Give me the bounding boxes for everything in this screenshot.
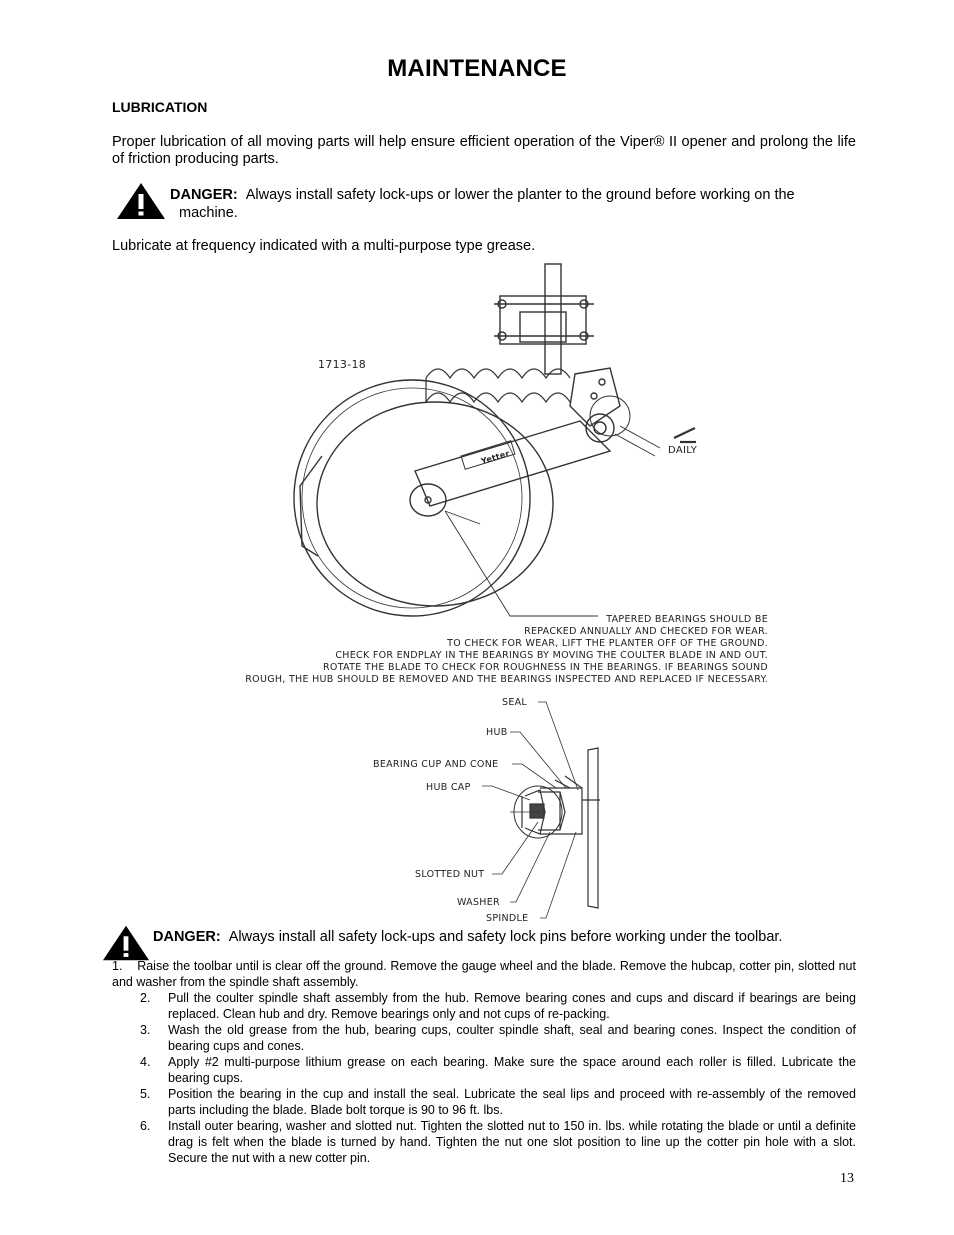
hub-cross-section-diagram: [360, 692, 620, 926]
svg-text:ROTATE THE BLADE TO CHECK FOR: ROTATE THE BLADE TO CHECK FOR ROUGHNESS IN THE BEARINGS. IF BEARINGS SOUND: [323, 662, 768, 673]
svg-text:REPACKED ANNUALLY AND CHECKED: REPACKED ANNUALLY AND CHECKED FOR WEAR.: [524, 626, 768, 637]
list-item: 4. Apply #2 multi-purpose lithium grease on each bearing. Make sure the space around each roller is filled. Lubricate the bearing cups.: [140, 1055, 856, 1085]
spindle-label: SPINDLE: [486, 913, 529, 924]
slotted-nut-shape: [530, 804, 544, 818]
list-item: 1. Raise the toolbar until is clear off the ground. Remove the gauge wheel and the blade. Remove the hubcap, cotter pin, slotted nut and washer from the spindle shaft assembly.: [112, 959, 856, 989]
mounting-bracket: [500, 296, 586, 344]
list-item: 6. Install outer bearing, washer and slotted nut. Tighten the slotted nut to 150 in. lbs. while rotating the blade or until a definite drag is felt when the blade is turned by hand. Tighten the nut one slot position to line up the cotter pin hole with a slot. Secure the nut with a new cotter pin.: [140, 1119, 856, 1165]
bearing-label: BEARING CUP AND CONE: [373, 759, 499, 770]
danger-label: DANGER:: [170, 187, 238, 203]
svg-text:CHECK FOR ENDPLAY IN THE BEARI: CHECK FOR ENDPLAY IN THE BEARINGS BY MOVING THE COULTER BLADE IN AND OUT.: [335, 650, 768, 661]
intro-paragraph: Proper lubrication of all moving parts will help ensure efficient operation of the Viper® II opener and prolong the life of friction producing parts.: [112, 134, 856, 167]
section-heading: LUBRICATION: [112, 99, 208, 115]
danger-notice-2: [153, 928, 782, 946]
slotted-nut-label: SLOTTED NUT: [415, 869, 485, 880]
procedure-steps: [112, 958, 856, 1166]
warning-triangle-icon: [116, 182, 166, 220]
list-item: 2. Pull the coulter spindle shaft assembly from the hub. Remove bearing cones and cups and discard if bearings are being replaced. Clean hub and dry. Remove bearings only and not cups of re-packing.: [140, 991, 856, 1021]
list-item: 3. Wash the old grease from the hub, bearing cups, coulter spindle shaft, seal and bearing cones. Inspect the condition of bearing cups and cones.: [140, 1023, 856, 1053]
seal-label: SEAL: [502, 697, 528, 708]
danger-text: Always install all safety lock-ups and safety lock pins before working under the toolbar.: [228, 929, 783, 945]
opener-assembly-diagram: [190, 256, 780, 696]
bearing-note: [245, 614, 768, 685]
svg-text:TAPERED BEARINGS SHOULD BE: TAPERED BEARINGS SHOULD BE: [606, 614, 768, 625]
lubrication-note: Lubricate at frequency indicated with a multi-purpose type grease.: [112, 238, 536, 254]
hub-cap-label: HUB CAP: [426, 782, 471, 793]
page-title: MAINTENANCE: [387, 55, 567, 82]
blade-plate: [588, 748, 598, 908]
hub-label: HUB: [486, 727, 508, 738]
danger-text: Always install safety lock-ups or lower the planter to the ground before working on the: [245, 187, 795, 203]
danger-notice-1: [170, 186, 856, 204]
part-number-label: 1713-18: [318, 358, 367, 371]
brand-label: Yetter: [480, 448, 511, 466]
danger-label: DANGER:: [153, 929, 221, 945]
warning-triangle-icon: [102, 924, 150, 962]
mount-post: [545, 264, 561, 374]
svg-text:ROUGH, THE HUB SHOULD BE REMOV: ROUGH, THE HUB SHOULD BE REMOVED AND THE BEARINGS INSPECTED AND REPLACED IF NECESSARY.: [245, 674, 768, 685]
list-item: 5. Position the bearing in the cup and install the seal. Lubricate the seal lips and proceed with re-assembly of the removed parts including the blade. Blade bolt torque is 90 to 96 ft. lbs.: [140, 1087, 856, 1117]
page-number: 13: [840, 1171, 854, 1186]
danger-notice-1-cont: machine.: [179, 205, 238, 221]
washer-label: WASHER: [457, 897, 500, 908]
svg-text:TO CHECK FOR WEAR, LIFT THE PL: TO CHECK FOR WEAR, LIFT THE PLANTER OFF OF THE GROUND.: [447, 638, 768, 649]
daily-label: DAILY: [668, 445, 698, 456]
